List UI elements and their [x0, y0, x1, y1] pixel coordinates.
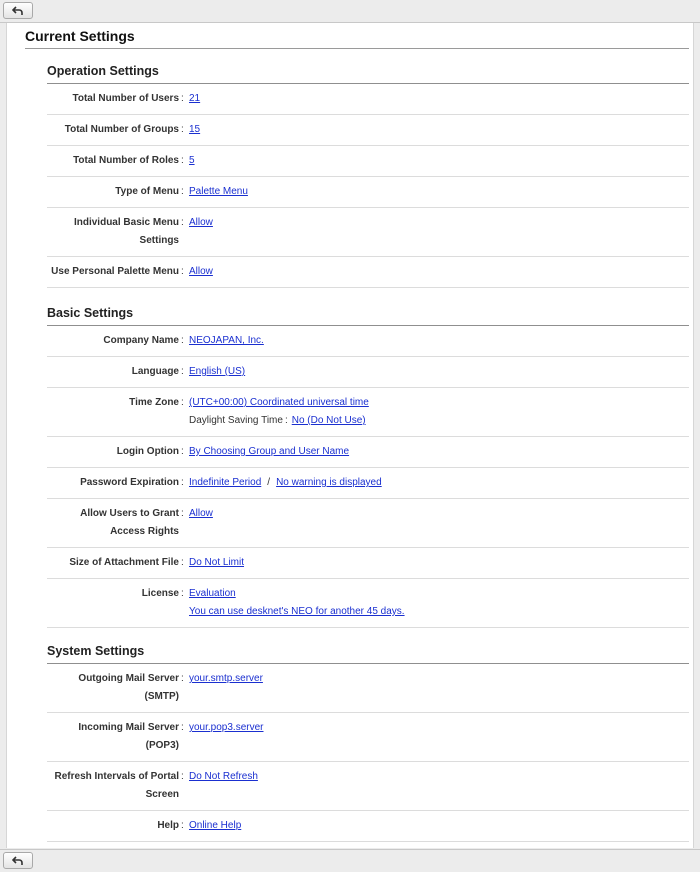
settings-row: [47, 326, 689, 357]
colon: :: [181, 186, 184, 197]
smtp-label-line1: Outgoing Mail Server: [78, 673, 179, 684]
users-link[interactable]: 21: [189, 93, 201, 104]
back-button-bottom[interactable]: [3, 852, 33, 869]
indiv-menu-link[interactable]: Allow: [189, 217, 213, 228]
refresh-label-line1: Refresh Intervals of Portal: [54, 771, 179, 782]
settings-row: [47, 548, 689, 579]
system-settings-section: [47, 643, 689, 842]
language-link[interactable]: English (US): [189, 366, 246, 377]
settings-row: [47, 713, 689, 762]
top-toolbar: [0, 0, 700, 23]
users-label: Total Number of Users: [72, 93, 179, 104]
pop3-link[interactable]: your.pop3.server: [189, 722, 264, 733]
colon: :: [181, 673, 184, 684]
settings-row: [47, 664, 689, 713]
page-title: Current Settings: [25, 28, 689, 49]
colon: :: [181, 155, 184, 166]
back-button[interactable]: [3, 2, 33, 19]
system-settings-title: System Settings: [47, 643, 689, 664]
colon: :: [181, 93, 184, 104]
back-arrow-icon: [12, 6, 24, 16]
colon: :: [181, 477, 184, 488]
pop3-label-line2: (POP3): [145, 740, 179, 751]
refresh-label-line2: Screen: [145, 789, 179, 800]
roles-label: Total Number of Roles: [73, 155, 179, 166]
colon: :: [181, 397, 184, 408]
settings-row: [47, 146, 689, 177]
license-label: License: [141, 588, 179, 599]
license-note-link[interactable]: You can use desknet's NEO for another 45 days.: [189, 606, 405, 617]
smtp-label-line2: (SMTP): [144, 691, 179, 702]
settings-row: [47, 115, 689, 146]
help-label: Help: [157, 820, 179, 831]
license-link[interactable]: Evaluation: [189, 588, 236, 599]
groups-link[interactable]: 15: [189, 124, 201, 135]
settings-panel: [6, 23, 694, 848]
settings-row: [47, 762, 689, 811]
colon: :: [181, 335, 184, 346]
indiv-menu-label-line2: Settings: [139, 235, 179, 246]
refresh-label: [47, 768, 181, 810]
colon: :: [284, 415, 288, 426]
colon: :: [181, 508, 184, 519]
dst-link[interactable]: No (Do Not Use): [291, 415, 366, 426]
pop3-label-line1: Incoming Mail Server: [78, 722, 179, 733]
colon: :: [181, 722, 184, 733]
password-label: Password Expiration: [80, 477, 179, 488]
grant-label-line1: Allow Users to Grant: [80, 508, 179, 519]
password-warning-link[interactable]: No warning is displayed: [276, 477, 382, 488]
settings-row: [47, 208, 689, 257]
groups-label: Total Number of Groups: [64, 124, 179, 135]
colon: :: [181, 446, 184, 457]
timezone-link[interactable]: (UTC+00:00) Coordinated universal time: [189, 397, 369, 408]
bottom-toolbar: [0, 849, 700, 872]
attachment-label: Size of Attachment File: [69, 557, 179, 568]
personal-palette-link[interactable]: Allow: [189, 266, 213, 277]
grant-label: [47, 505, 181, 547]
login-link[interactable]: By Choosing Group and User Name: [189, 446, 350, 457]
basic-settings-title: Basic Settings: [47, 305, 689, 326]
grant-label-line2: Access Rights: [110, 526, 179, 537]
colon: :: [181, 557, 184, 568]
colon: :: [181, 124, 184, 135]
personal-palette-label: Use Personal Palette Menu: [51, 266, 179, 277]
password-link[interactable]: Indefinite Period: [189, 477, 262, 488]
login-label: Login Option: [116, 446, 179, 457]
attachment-link[interactable]: Do Not Limit: [189, 557, 245, 568]
smtp-link[interactable]: your.smtp.server: [189, 673, 263, 684]
roles-link[interactable]: 5: [189, 155, 195, 166]
colon: :: [181, 771, 184, 782]
back-arrow-icon: [12, 856, 24, 866]
colon: :: [181, 366, 184, 377]
operation-settings-title: Operation Settings: [47, 63, 689, 84]
settings-row: [47, 357, 689, 388]
help-link[interactable]: Online Help: [189, 820, 242, 831]
language-label: Language: [131, 366, 179, 377]
settings-row: [47, 437, 689, 468]
password-separator: /: [267, 477, 271, 488]
refresh-link[interactable]: Do Not Refresh: [189, 771, 258, 782]
settings-row: [47, 177, 689, 208]
company-label: Company Name: [103, 335, 179, 346]
indiv-menu-label-line1: Individual Basic Menu: [73, 217, 179, 228]
colon: :: [181, 266, 184, 277]
settings-row: [47, 84, 689, 115]
menu-type-label: Type of Menu: [115, 186, 179, 197]
pop3-label: [47, 719, 181, 761]
settings-row: [47, 499, 689, 548]
colon: :: [181, 820, 184, 831]
menu-type-link[interactable]: Palette Menu: [189, 186, 248, 197]
settings-row: [47, 388, 689, 437]
colon: :: [181, 588, 184, 599]
colon: :: [181, 217, 184, 228]
company-link[interactable]: NEOJAPAN, Inc.: [189, 335, 264, 346]
indiv-menu-label: [47, 214, 181, 256]
basic-settings-section: [47, 305, 689, 628]
grant-link[interactable]: Allow: [189, 508, 213, 519]
dst-label: Daylight Saving Time: [189, 415, 283, 426]
timezone-label: Time Zone: [129, 397, 179, 408]
smtp-label: [47, 670, 181, 712]
settings-row: [47, 257, 689, 288]
settings-row: [47, 811, 689, 842]
settings-row: [47, 468, 689, 499]
settings-row: [47, 579, 689, 628]
operation-settings-section: [47, 63, 689, 288]
